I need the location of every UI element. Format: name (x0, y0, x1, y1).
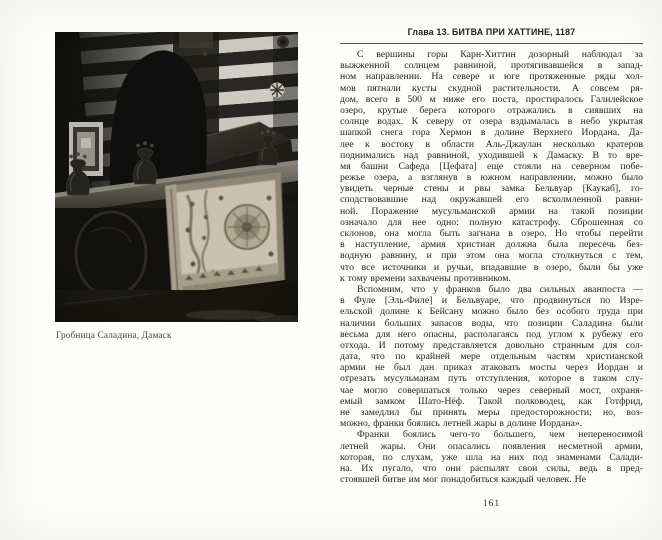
body-text-line: выжженной солнцем равниной, протягивавшейся в запад- (340, 60, 643, 72)
body-text-line: шапкой снега гора Хермон в долине Верхнего Иордана. Да- (340, 127, 643, 139)
body-text-line: увидеть черные стены и рвы замка Бельвуар [Каукаб], го- (340, 183, 643, 195)
body-text-line: в Фуле [Эль-Филе] и Бельвуаре, что продвинуться по Изре- (340, 295, 643, 307)
body-text-line: отрезать мусульманам путь отступления, которое в таком слу- (340, 373, 643, 385)
body-text-line: означало для нее одно: полную катастрофу. Сброшенная со (340, 216, 643, 228)
body-text-line: которая, по слухам, уже шла на них под знаменами Салади- (340, 451, 643, 463)
body-text-line: лее к востоку в области Аль-Джаулан несколько кратеров (340, 138, 643, 150)
header-rule (340, 43, 643, 44)
body-text-line: на. Их пугало, что они распылят свои силы, ведь в пред- (340, 462, 643, 474)
body-text-line: сподствовавшие над окружавшей его всхолмленной равни- (340, 194, 643, 206)
body-text-line: мя башни Сафеда [Цефата] еще стояли на северном побе- (340, 160, 643, 172)
body-text-line: что все источники и ручьи, впадавшие в озеро, были бы уже (340, 261, 643, 273)
body-text-line: весьма для него опасны, располагаясь под углом к рубежу его (340, 328, 643, 340)
body-text-line: ельской долине к Бейсану можно было без особого труда при (340, 306, 643, 318)
tomb-of-saladin-photo (55, 32, 298, 322)
body-text-line: мов пятнали кусты скудной растительности. А совсем ря- (340, 82, 643, 94)
body-text-line: отхода. И потому представляется довольно странным для сол- (340, 339, 643, 351)
body-text-line: склонов, она могла быть загнана в озеро. Но чтобы перейти (340, 228, 643, 239)
body-text (340, 49, 643, 485)
page-number: 161 (482, 499, 501, 509)
body-text-line: к тому времени захвачены противником. (340, 272, 511, 284)
body-text-line: дом, всего в 500 м ниже его поста, простиралось Галилейское (340, 93, 643, 105)
body-text-line: поднимались над равниной, уходившей к Дамаску. В то вре- (340, 149, 643, 161)
body-text-line: чае могло совершаться только через северный мост, охраня- (340, 384, 643, 396)
body-text-line: Вспомним, что у франков было два сильных аванпоста — (357, 283, 643, 295)
body-text-line: Франки боялись чего-то большего, чем непереносимой (357, 429, 643, 441)
photo-caption: Гробница Саладина, Дамаск (56, 331, 172, 341)
body-text-line: армии не был дан приказ атаковать мосты через Иордан и (340, 362, 643, 374)
body-text-line: наличии больших запасов воды, что позиции Саладина были (340, 317, 643, 329)
body-text-line: не замедлил бы принять меры предосторожности; но, воз- (340, 407, 643, 418)
running-head: Глава 13. БИТВА ПРИ ХАТТИНЕ, 1187 (407, 27, 576, 37)
body-text-line: емый замком Шато-Нёф. Такой полководец, как Готфрид, (340, 395, 643, 407)
body-text-line: дата, что по крайней мере отдельным частям христианской (340, 351, 643, 363)
body-text-line: озеро, крутые берега которого отражались в сиявших на (340, 104, 643, 116)
body-text-line: солнце водах. К северу от озера вздымалась в небо укрытая (340, 116, 643, 128)
body-text-line: стоявшей битве им мог понадобиться каждый человек. Не (340, 474, 587, 486)
body-text-line: летней жары. Они опасались появления несметной армии, (340, 440, 643, 452)
body-text-line: ной. Поражение мусульманской армии на такой позиции (340, 205, 643, 217)
body-text-line: водную равнину, и при этом она могла столкнуться с тем, (340, 250, 643, 262)
body-text-line: ном направлении. На севере и юге протяженные ряды хол- (340, 71, 643, 83)
body-text-line: можно, франки боялись летней жары в долине Иордана». (340, 418, 583, 430)
body-text-line: режье озера, а взглянув в южном направлении, можно было (340, 172, 643, 184)
body-text-line: в наступление, армия христиан должна была пересечь без- (340, 239, 643, 251)
body-text-line: С вершины горы Карн-Хиттин дозорный наблюдал за (357, 49, 643, 60)
